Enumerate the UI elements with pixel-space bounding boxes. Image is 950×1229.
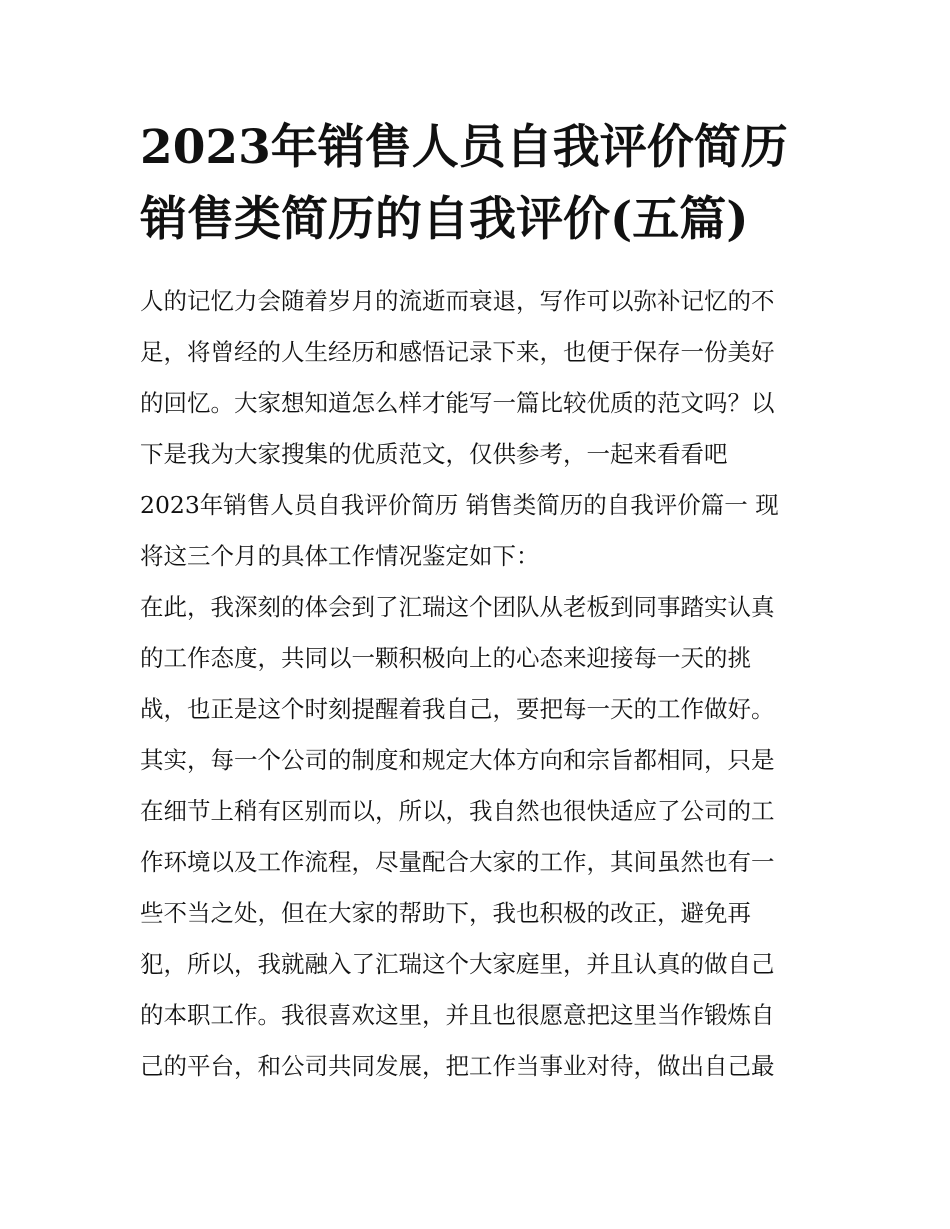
text-line: 些不当之处，但在大家的帮助下，我也积极的改正，避免再 <box>140 899 751 927</box>
title-line: 销售类简历的自我评价(五篇) <box>140 192 749 247</box>
text-line: 的回忆。大家想知道怎么样才能写一篇比较优质的范文吗？以 <box>140 389 775 417</box>
text-line: 其实，每一个公司的制度和规定大体方向和宗旨都相同，只是 <box>140 746 775 774</box>
text-line: 作环境以及工作流程，尽量配合大家的工作，其间虽然也有一 <box>140 848 775 876</box>
text-line: 己的平台，和公司共同发展，把工作当事业对待，做出自己最 <box>140 1052 775 1080</box>
text-line: 的工作态度，共同以一颗积极向上的心态来迎接每一天的挑 <box>140 644 751 672</box>
document-title <box>140 112 820 256</box>
text-line: 2023年销售人员自我评价简历 销售类简历的自我评价篇一 现 <box>140 491 779 519</box>
text-line: 将这三个月的具体工作情况鉴定如下： <box>140 542 540 570</box>
text-line: 的本职工作。我很喜欢这里，并且也很愿意把这里当作锻炼自 <box>140 1001 775 1029</box>
text-line: 足，将曾经的人生经历和感悟记录下来，也便于保存一份美好 <box>140 338 775 366</box>
text-line: 战，也正是这个时刻提醒着我自己，要把每一天的工作做好。 <box>140 695 775 723</box>
text-line: 在细节上稍有区别而以，所以，我自然也很快适应了公司的工 <box>140 797 775 825</box>
text-line: 人的记忆力会随着岁月的流逝而衰退，写作可以弥补记忆的不 <box>140 287 775 315</box>
text-line: 下是我为大家搜集的优质范文，仅供参考，一起来看看吧 <box>140 440 728 468</box>
text-line: 在此，我深刻的体会到了汇瑞这个团队从老板到同事踏实认真 <box>140 593 775 621</box>
document-body <box>140 276 820 1092</box>
title-line: 2023年销售人员自我评价简历 <box>140 120 788 175</box>
text-line: 犯，所以，我就融入了汇瑞这个大家庭里，并且认真的做自己 <box>140 950 775 978</box>
